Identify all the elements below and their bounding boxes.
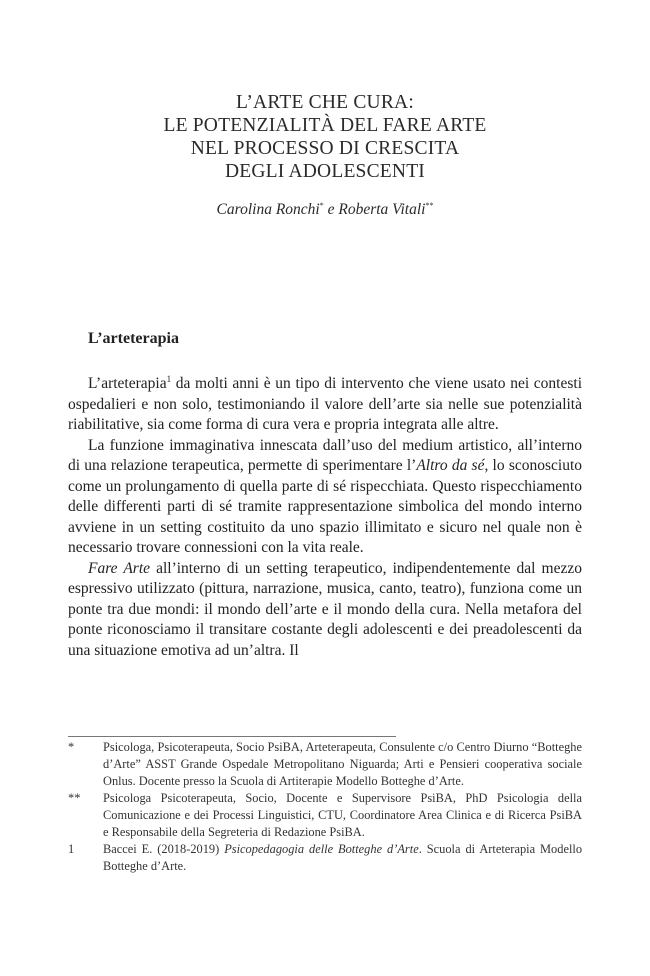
title-line-4: DEGLI ADOLESCENTI	[225, 161, 425, 182]
section-heading: L’arteterapia	[88, 330, 179, 347]
paragraph-2	[68, 436, 582, 559]
author-2-footnote-mark: **	[425, 200, 434, 210]
footnote-3-mark: 1	[68, 842, 75, 856]
paragraph-3-emphasis: Fare Arte	[88, 559, 151, 577]
paragraph-1-start: L’arteterapia	[88, 375, 167, 392]
paragraph-3	[68, 559, 582, 662]
author-conjunction: e	[323, 201, 339, 218]
paragraph-3-text: all’interno di un setting terapeutico, indipendentemente dal mezzo espressivo utilizzato (pittura, narrazione, musica, canto, teatro), funziona come un ponte tra due mondi: il mondo dell’arte e il mondo della cura. Nella metafora del ponte riconosciamo il transitare costante degli adolescenti e dei preadolescenti da una situazione emotiva ad un’altra. Il	[68, 559, 582, 659]
footnote-ref-1: 1	[166, 373, 172, 384]
footnote-3-end: . Scuola di Arteterapia Modello Botteghe d’Arte.	[103, 842, 583, 873]
title-line-2: LE POTENZIALITÀ DEL FARE ARTE	[163, 115, 487, 136]
footnote-2	[68, 790, 582, 841]
footnote-3	[68, 841, 582, 875]
footnote-3-start: Baccei E. (2018-2019)	[103, 842, 225, 856]
author-1-footnote-mark: *	[319, 200, 324, 210]
footnote-3-text	[103, 841, 582, 875]
paragraph-1-text: da molti anni è un tipo di intervento che viene usato nei contesti ospedalieri e non solo, testimoniando il valore dell’arte sia nelle sue potenzialità riabilitative, sia come forma di cura vera e propria integrata alle altre.	[68, 375, 582, 433]
footnote-2-text: Psicologa Psicoterapeuta, Socio, Docente e Supervisore PsiBA, PhD Psicologia della Comunicazione e dei Processi Linguistici, CTU, Coordinatore Area Clinica e di Ricerca PsiBA e Responsabile della Segreteria di Redazione PsiBA.	[103, 791, 582, 839]
title-line-1: L’ARTE CHE CURA:	[236, 92, 414, 113]
author-line	[60, 201, 590, 219]
author-2-name: Roberta Vitali	[338, 201, 426, 218]
footnote-1-mark: *	[68, 740, 75, 754]
paragraph-1	[68, 374, 582, 436]
author-1-name: Carolina Ronchi	[216, 201, 320, 218]
footnote-separator	[68, 736, 396, 737]
title-line-3: NEL PROCESSO DI CRESCITA	[190, 138, 460, 159]
footnote-1	[68, 739, 582, 790]
footnote-3-emphasis: Psicopedagogia delle Botteghe d’Arte	[224, 842, 419, 856]
body-text	[68, 374, 582, 661]
paragraph-2-text: , lo sconosciuto come un prolungamento di quella parte di sé rispecchiata. Questo rispecchiamento delle differenti parti di sé tramite rappresentazione simbolica del mondo interno avviene in un setting costituito da uno spazio illimitato e sicuro nel quale non è necessario trovare connessioni con la vita reale.	[68, 457, 583, 556]
footnote-2-mark: **	[68, 791, 81, 805]
paragraph-2-emphasis: Altro da sé	[416, 457, 485, 474]
footnote-1-text: Psicologa, Psicoterapeuta, Socio PsiBA, Arteterapeuta, Consulente c/o Centro Diurno “Botteghe d’Arte” ASST Grande Ospedale Metropolitano Niguarda; Arti e Pensieri cooperativa sociale Onlus. Docente presso la Scuola di Artiterapie Modello Botteghe d’Arte.	[103, 740, 582, 788]
paragraph-2-start: La funzione immaginativa innescata dall’uso del medium artistico, all’interno di una relazione terapeutica, permette di sperimentare l’	[68, 436, 582, 474]
footnotes	[68, 739, 582, 875]
article-title	[60, 91, 590, 183]
